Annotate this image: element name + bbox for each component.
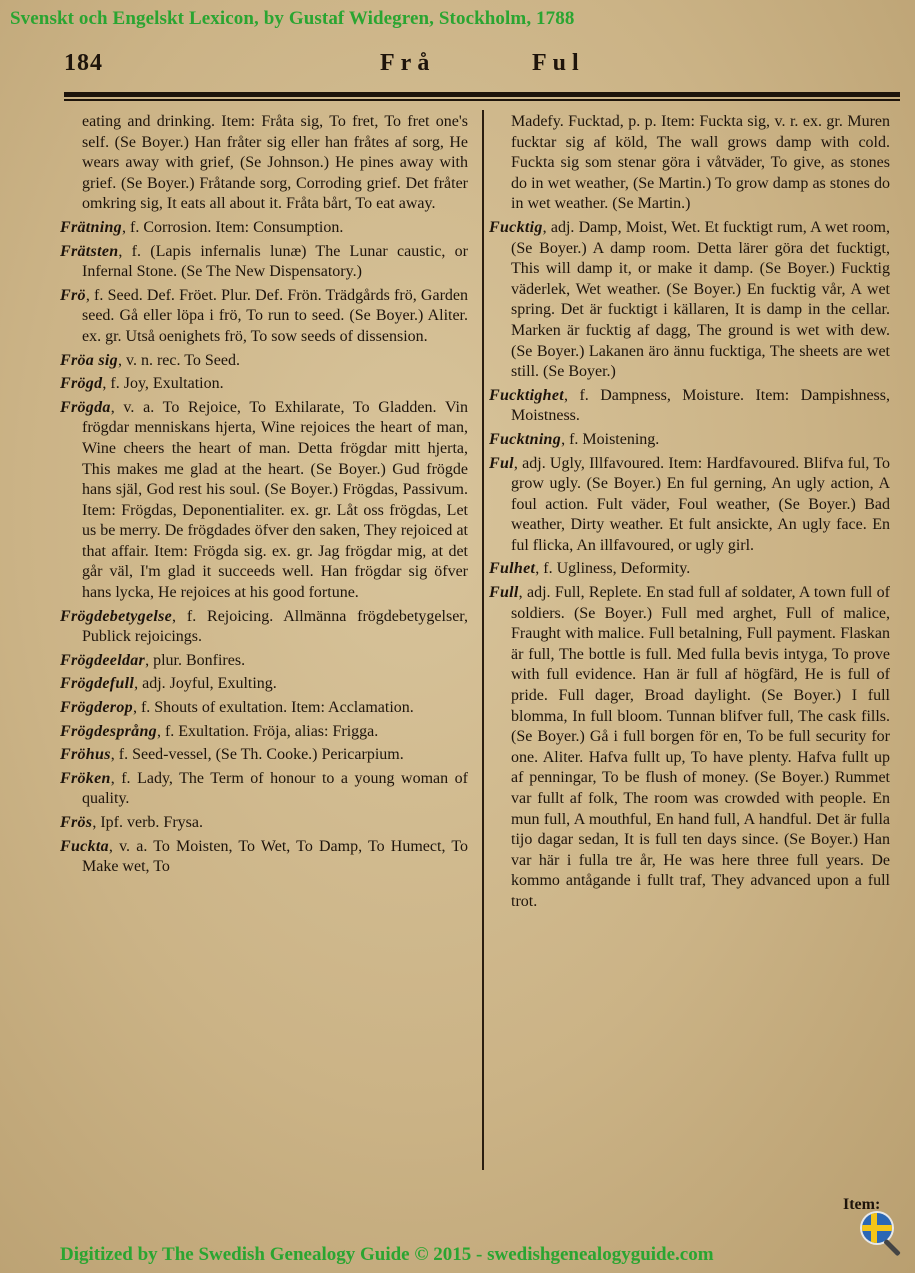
dictionary-entry [60,218,468,239]
dictionary-entry [60,745,468,766]
page-number: 184 [64,50,103,76]
entry-definition: , f. Rejoicing. Allmänna frögdebetygelser, Publick rejoicings. [82,607,468,646]
dictionary-entry [60,374,468,395]
header-rule-thin [64,99,900,101]
entry-headword: Fröhus [60,746,111,764]
entry-definition: , f. Seed-vessel, (Se Th. Cooke.) Pericarpium. [110,746,404,764]
entry-definition: Madefy. Fucktad, p. p. Item: Fuckta sig, v. r. ex. gr. Muren fucktar sig af köld, The wall grows damp with cold. Fuckta sig som stenar göra i våtväder, To give, as stones do in wet weather, (Se Martin.) To grow damp as stones do in wet weather. (Se Martin.) [511,113,890,213]
entry-definition: , adj. Damp, Moist, Wet. Et fucktigt rum, A wet room, (Se Boyer.) A damp room. Detta lärer göra det fucktigt, This will damp it, or make it damp. (Se Boyer.) Fucktig väderlek, Wet weather. (Se Boyer.) En fucktig vår, A wet spring. Det är fucktigt i källaren, It is damp in the cellar. Marken är fucktig af dagg, The ground is wet with dew. (Se Boyer.) Lakanen äro ännu fucktiga, The sheets are wet still. (Se Boyer.) [511,218,890,381]
entry-definition: , f. Dampness, Moisture. Item: Dampishness, Moistness. [511,386,890,425]
dictionary-entry [489,454,890,557]
catchword: Item: [843,1196,881,1213]
entry-continuation [489,112,890,215]
entry-headword: Fulhet [489,560,536,578]
left-column [60,112,468,881]
dictionary-entry [60,769,468,810]
dictionary-entry [60,286,468,348]
entry-definition: , plur. Bonfires. [145,651,246,669]
entry-headword: Fucktig [489,218,543,236]
entry-headword: Frögd [60,375,103,393]
entry-definition: , adj. Ugly, Illfavoured. Item: Hardfavoured. Blifva ful, To grow ugly. (Se Boyer.) En ful gerning, An ugly action, A foul action. Fult väder, Foul weather, (Se Boyer.) Bad weather, Dirty weather. Et fult ansickte, An ugly face. En ful flicka, An illfavoured, or ugly girl. [511,454,890,554]
dictionary-entry [60,698,468,719]
entry-definition: , v. a. To Rejoice, To Exhilarate, To Gladden. Vin frögdar menniskans hjerta, Wine rejoices the heart of man, Wine cheers the heart of man. Detta frögdar mitt hjerta, This makes me glad at the heart. (Se Boyer.) Gud frögde hans själ, God rest his soul. (Se Boyer.) Frögdas, Passivum. Item: Frögdas, Deponentialiter. ex. gr. Låt oss frögdas, Let us be merry. De frögdades öfver den saken, They rejoiced at that affair. Item: Frögda sig. ex. gr. Jag frögdar mig, at det går väl, I'm glad it succeeds well. Han frögdar sig öfver hans lycka, He rejoices at his good fortune. [82,398,468,602]
entry-headword: Frätning [60,218,122,236]
entry-headword: Frös [60,814,93,831]
entry-headword: Fuckta [60,837,109,855]
running-head-first-word: Frå [380,50,436,76]
dictionary-entry [60,722,468,743]
source-banner: Svenskt och Engelskt Lexicon, by Gustaf Widegren, Stockholm, 1788 [10,8,575,29]
entry-headword: Frätsten [60,242,119,260]
entry-definition: , f. Ugliness, Deformity. [535,560,691,578]
entry-headword: Frö [60,286,86,304]
dictionary-entry [489,430,890,451]
dictionary-entry [60,674,468,695]
entry-definition: , v. a. To Moisten, To Wet, To Damp, To Humect, To Make wet, To [82,837,468,876]
entry-headword: Frögda [60,398,111,416]
entry-definition: , f. Exultation. Fröja, alias: Frigga. [156,722,379,740]
entry-definition: , adj. Joyful, Exulting. [134,675,277,693]
entry-definition: , v. n. rec. To Seed. [117,351,240,369]
entry-definition: , f. Seed. Def. Fröet. Plur. Def. Frön. Trädgårds frö, Garden seed. Gå eller löpa i frö, To run to seed. (Se Boyer.) Aliter. ex. gr. Utså oenighets frö, To sow seeds of dissension. [82,286,468,345]
entry-definition: , f. (Lapis infernalis lunæ) The Lunar caustic, or Infernal Stone. (Se The New Dispensatory.) [82,242,468,281]
column-divider [482,110,484,1170]
magnifier-handle-icon [883,1239,901,1257]
dictionary-entry [489,218,890,383]
digitizer-credit[interactable]: Digitized by The Swedish Genealogy Guide © 2015 - swedishgenealogyguide.com [60,1244,714,1265]
entry-headword: Full [489,584,519,602]
entry-continuation [60,112,468,215]
entry-definition: , adj. Full, Replete. En stad full af soldater, A town full of soldiers. (Se Boyer.) Full med arghet, Full of malice, Fraught with malice. Full betalning, Full payment. Flaskan är full, The bottle is full. Med fulla bevis intyga, To prove with full evidence. Han är full af högfärd, He is full of pride. Full dager, Broad daylight. (Se Boyer.) I full blomma, In full bloom. Tunnan blifver full, The cask fills. (Se Boyer.) Gå i full borgen för en, To be full security for one. Aliter. Hafva fullt up, To have plenty. Hafva fullt up af penningar, To be flush of money. (Se Boyer.) Rummet var fullt af folk, The room was crowded with people. En mun full, A mouthful, En hand full, A handful. Det är fulla tijo dagar sedan, It is full ten days since. (Se Boyer.) Han var här i fulla tre år, He was here three full years. De kommo antågande i fullt traf, They advanced upon a full trot. [511,584,890,910]
entry-headword: Frögderop [60,699,133,717]
dictionary-entry [60,242,468,283]
dictionary-entry [60,651,468,672]
entry-definition: , f. Joy, Exultation. [102,375,224,393]
dictionary-entry [489,559,890,580]
entry-headword: Fröa sig [60,351,118,369]
dictionary-entry [60,351,468,372]
entry-definition: , f. Lady, The Term of honour to a young woman of quality. [82,769,468,808]
dictionary-entry [60,813,468,834]
entry-definition: eating and drinking. Item: Fråta sig, To fret, To fret one's self. (Se Boyer.) Han fråter sig eller han fråtes af sorg, He wears away with grief, (Se Johnson.) He pines away with grief. (Se Boyer.) Fråtande sorg, Corroding grief. Det fråter omkring sig, It eats all about it. Fråta bårt, To eat away. [82,113,468,213]
header-rule-thick [64,92,900,97]
dictionary-entry [489,386,890,427]
entry-definition: , f. Shouts of exultation. Item: Acclamation. [132,699,414,717]
entry-headword: Frögdeeldar [60,651,146,669]
dictionary-entry [489,583,890,913]
entry-headword: Fucktning [489,430,562,448]
dictionary-entry [60,607,468,648]
entry-definition: , Ipf. verb. Frysa. [92,814,203,831]
entry-definition: , f. Corrosion. Item: Consumption. [122,218,344,236]
entry-definition: , f. Moistening. [561,430,660,448]
entry-headword: Fucktighet [489,386,565,404]
entry-headword: Frögdesprång [60,722,157,740]
dictionary-entry [60,837,468,878]
entry-headword: Frögdefull [60,675,135,693]
entry-headword: Frögdebetygelse [60,607,173,625]
entry-headword: Fröken [60,769,111,787]
right-column [489,112,890,916]
running-head-last-word: Ful [532,50,585,76]
dictionary-entry [60,398,468,604]
entry-headword: Ful [489,454,514,472]
